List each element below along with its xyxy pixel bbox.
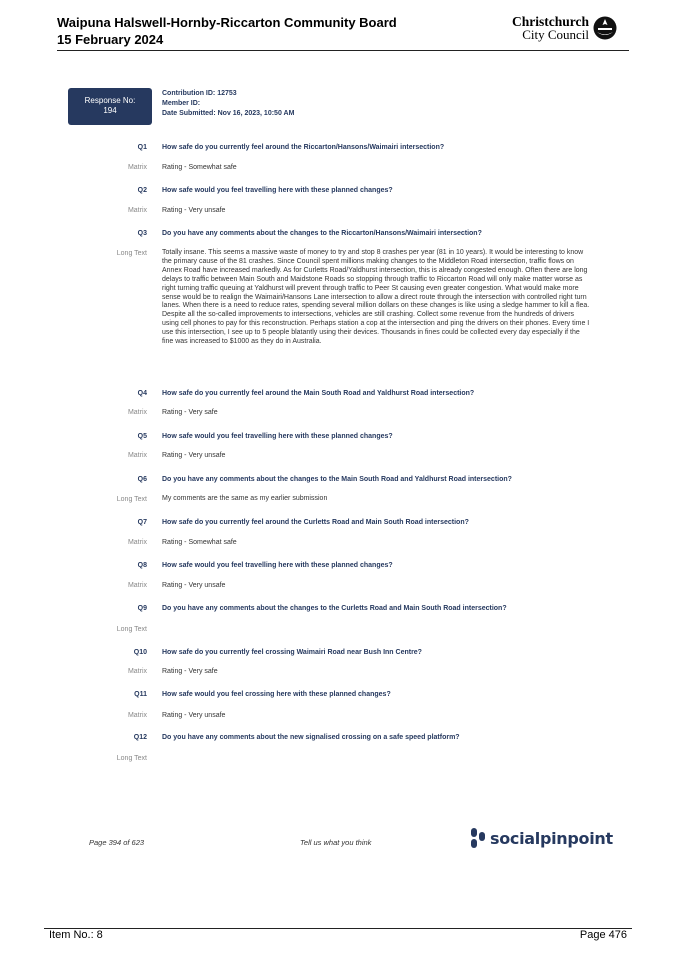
answer-text: My comments are the same as my earlier submission xyxy=(162,495,328,502)
answer-text: Rating - Very unsafe xyxy=(162,712,226,719)
question-text: Do you have any comments about the changes to the Riccarton/Hansons/Waimairi intersection? xyxy=(162,230,482,237)
logo-line1: Christchurch xyxy=(512,14,590,29)
question-number: Q1 xyxy=(137,144,147,151)
answer-text: Rating - Very safe xyxy=(162,668,218,675)
question-text: How safe do you currently feel around the Curletts Road and Main South Road intersection? xyxy=(162,519,469,526)
question-text: How safe would you feel travelling here with these planned changes? xyxy=(162,433,393,440)
response-badge-label: Response No: xyxy=(84,96,136,105)
question-text: How safe would you feel travelling here with these planned changes? xyxy=(162,187,393,194)
document-title xyxy=(57,14,397,48)
question-number: Q3 xyxy=(137,230,147,237)
answer-text: Rating - Somewhat safe xyxy=(162,539,237,546)
page-number: Page 476 xyxy=(579,929,627,941)
header-rule xyxy=(57,50,629,51)
answer-type: Matrix xyxy=(127,582,147,589)
footer-rule xyxy=(44,928,632,929)
answer-type: Matrix xyxy=(127,164,147,171)
question-number: Q2 xyxy=(137,187,147,194)
answer-text: Rating - Very safe xyxy=(162,409,218,416)
answer-type: Long Text xyxy=(116,755,147,762)
answer-type: Matrix xyxy=(127,207,147,214)
council-logo xyxy=(512,15,617,41)
item-number: Item No.: 8 xyxy=(49,929,103,941)
inner-page-number: Page 394 of 623 xyxy=(89,838,145,847)
answer-type: Matrix xyxy=(127,712,147,719)
answer-type: Long Text xyxy=(116,496,147,503)
answer-text: Totally insane. This seems a massive waste of money to try and stop 8 crashes per year (81 in 10 years). It would be interesting to know the primary cause of the 81 crashes. Since Council spent millions making changes to the Middleton Road intersection, traffic flows on Annex Road have increased markedly. As for Curletts Road/Yaldhurst intersection, this is already congested enough. Often there are long delays to traffic between Main South and Maidstone Roads so stopping through traffic to Riccarton Road will only make matter worse as right turning traffic queuing at Yaldhurst will prevent through traffic to Peer St causing even greater congestion. What would make more sense would be to realign the Waimairi/Hansons Lane intersection to allow a direct route through the intersection with controlled right turn lanes. When there is a need to reduce rates, spending several million dollars on these changes is like using a sledge hammer to kill a flea. Despite all the so-called improvements to intersections, vehicles are still crashing. Collect some revenue from the hundreds of drivers using cell phones to pay for this reconstruction. Perhaps station a cop at the intersection and ping the drivers on their phones. Every time I use this intersection, I see up to 5 people blatantly using their devices. Thousands in fines could be collected every day especially if the fine was increased to $1000 as they do in Australia. xyxy=(162,249,590,346)
answer-text: Rating - Very unsafe xyxy=(162,452,226,459)
question-text: Do you have any comments about the changes to the Curletts Road and Main South Road intersection? xyxy=(162,605,507,612)
question-text: How safe would you feel crossing here with these planned changes? xyxy=(162,691,391,698)
socialpinpoint-mark-icon xyxy=(471,828,485,848)
answer-type: Long Text xyxy=(116,250,147,257)
question-text: Do you have any comments about the new signalised crossing on a safe speed platform? xyxy=(162,734,460,741)
socialpinpoint-logo xyxy=(471,828,613,848)
answer-type: Matrix xyxy=(127,539,147,546)
date-label: Date Submitted: xyxy=(162,110,216,117)
answer-text: Rating - Somewhat safe xyxy=(162,164,237,171)
question-number: Q7 xyxy=(137,519,147,526)
date-submitted: Nov 16, 2023, 10:50 AM xyxy=(217,110,295,117)
answer-type: Long Text xyxy=(116,626,147,633)
question-number: Q11 xyxy=(134,691,147,698)
answer-type: Matrix xyxy=(127,409,147,416)
tagline: Tell us what you think xyxy=(300,838,372,847)
response-number: 194 xyxy=(103,106,117,115)
contribution-id: 12753 xyxy=(217,90,237,97)
answer-text: Rating - Very unsafe xyxy=(162,207,226,214)
answer-type: Matrix xyxy=(127,668,147,675)
member-label: Member ID: xyxy=(162,100,201,107)
question-number: Q6 xyxy=(137,476,147,483)
council-emblem-icon xyxy=(593,16,617,40)
response-badge xyxy=(68,88,152,125)
question-text: How safe would you feel travelling here with these planned changes? xyxy=(162,562,393,569)
logo-line2: City Council xyxy=(522,27,590,42)
meeting-date: 15 February 2024 xyxy=(57,32,164,47)
question-text: Do you have any comments about the changes to the Main South Road and Yaldhurst Road intersection? xyxy=(162,476,512,483)
question-text: How safe do you currently feel crossing Waimairi Road near Bush Inn Centre? xyxy=(162,649,422,656)
question-number: Q12 xyxy=(133,734,147,741)
contribution-label: Contribution ID: xyxy=(162,90,216,97)
response-meta xyxy=(162,89,294,119)
question-number: Q10 xyxy=(133,649,147,656)
question-number: Q8 xyxy=(137,562,147,569)
board-name: Waipuna Halswell-Hornby-Riccarton Community Board xyxy=(57,15,397,30)
question-number: Q9 xyxy=(137,605,147,612)
question-text: How safe do you currently feel around the Main South Road and Yaldhurst Road intersection? xyxy=(162,390,475,397)
question-number: Q5 xyxy=(137,433,147,440)
brand-name: socialpinpoint xyxy=(490,828,613,848)
question-number: Q4 xyxy=(137,390,147,397)
answer-text: Rating - Very unsafe xyxy=(162,582,226,589)
answer-type: Matrix xyxy=(127,452,147,459)
question-text: How safe do you currently feel around the Riccarton/Hansons/Waimairi intersection? xyxy=(162,144,445,151)
